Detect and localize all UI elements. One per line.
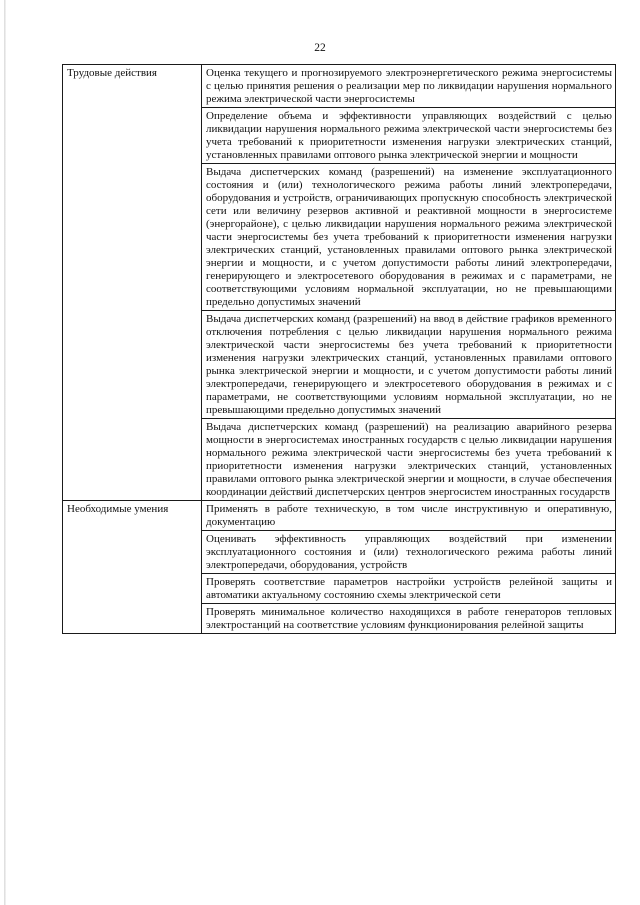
table-cell-item: Выдача диспетчерских команд (разрешений) на реализацию аварийного резерва мощности в энергосистемах иностранных государств с целью ликвидации нарушения нормального режима электрической части энергосистемы без учета требований к приоритетности изменения нагрузки электрических станций, установленных правилами оптового рынка электрической энергии и мощности, в случае обеспечения координации действий диспетчерских центров энергосистем иностранных государств [202,419,616,501]
table-cell-item: Проверять минимальное количество находящихся в работе генераторов тепловых электростанций на соответствие условиям функционирования релейной защиты [202,604,616,634]
competency-table [62,64,616,634]
table-cell-item: Проверять соответствие параметров настройки устройств релейной защиты и автоматики актуальному состоянию схемы электрической сети [202,574,616,604]
section-heading-labor-actions: Трудовые действия [63,65,202,501]
table-cell-item: Применять в работе техническую, в том числе инструктивную и оперативную, документацию [202,501,616,531]
table-row [63,501,616,531]
page-number: 22 [314,42,326,54]
table-cell-item: Оценка текущего и прогнозируемого электроэнергетического режима энергосистемы с целью принятия решения о реализации мер по ликвидации нарушения нормального режима электрической части энергосистемы [202,65,616,108]
table-cell-item: Определение объема и эффективности управляющих воздействий с целью ликвидации нарушения нормального режима электрической части энергосистемы без учета требований к приоритетности изменения нагрузки электрических станций, установленных правилами оптового рынка электрической энергии и мощности [202,108,616,164]
table-cell-item: Выдача диспетчерских команд (разрешений) на ввод в действие графиков временного отключения потребления с целью ликвидации нарушения нормального режима электрической части энергосистемы без учета требований к приоритетности изменения нагрузки электрических станций, установленных правилами оптового рынка электрической энергии и мощности, и с учетом допустимости работы линий электропередачи, генерирующего и электросетевого оборудования в режимах и с параметрами, не соответствующими условиям нормальной эксплуатации, но не превышающими предельно допустимых значений [202,311,616,419]
table-cell-item: Оценивать эффективность управляющих воздействий при изменении эксплуатационного состояния и (или) технологического режима работы линий электропередачи, оборудования, устройств [202,531,616,574]
table-cell-item: Выдача диспетчерских команд (разрешений) на изменение эксплуатационного состояния и (или) технологического режима работы линий электропередачи, оборудования и устройств, ограничивающих пропускную способность электрической сети или величину резервов активной и реактивной мощности в энергосистеме (энергорайоне), с целью ликвидации нарушения нормального режима электрической части энергосистемы без учета требований к приоритетности изменения нагрузки электрических станций, установленных правилами оптового рынка электрической энергии и мощности, и с учетом допустимости работы линий электропередачи, генерирующего и электросетевого оборудования в режимах и с параметрами, не соответствующими условиям нормальной эксплуатации, но не превышающими предельно допустимых значений [202,164,616,311]
section-heading-required-skills: Необходимые умения [63,501,202,634]
table-row [63,65,616,108]
scan-edge-line [4,0,6,905]
